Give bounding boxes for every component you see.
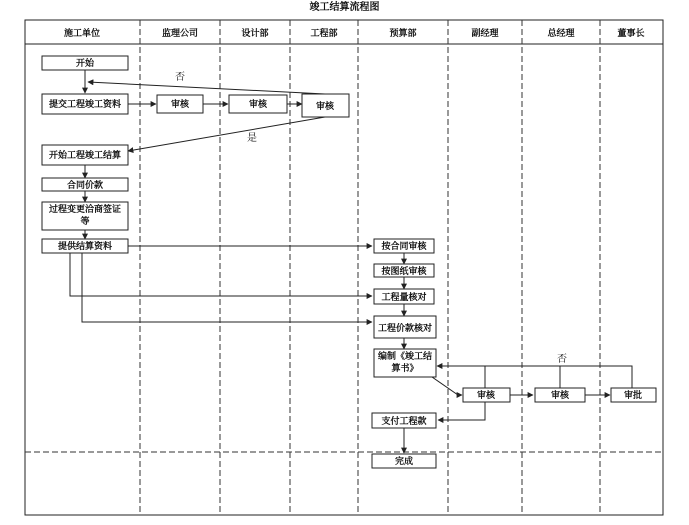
label-done: 完成 bbox=[394, 457, 414, 467]
label-pay: 支付工程款 bbox=[381, 417, 427, 427]
label-provide-data: 提供结算资料 bbox=[57, 242, 113, 252]
lane-header-budget: 预算部 bbox=[389, 29, 417, 39]
lane-header-design: 设计部 bbox=[241, 29, 269, 39]
label-compile-book: 编制《竣工结算书》 bbox=[377, 352, 432, 374]
node-labels bbox=[42, 57, 642, 467]
label-quantity-check: 工程量核对 bbox=[381, 293, 427, 303]
label-by-contract: 按合同审核 bbox=[381, 242, 427, 252]
lane-header-engineering: 工程部 bbox=[310, 29, 338, 39]
label-review-supervision: 审核 bbox=[170, 100, 190, 110]
label-review-design: 审核 bbox=[248, 100, 268, 110]
lane-header-construction: 施工单位 bbox=[63, 29, 101, 39]
label-price-check: 工程价款核对 bbox=[377, 324, 433, 334]
label-change-visa: 过程变更洽商签证等 bbox=[48, 205, 121, 227]
label-start: 开始 bbox=[75, 59, 95, 69]
lane-header-gm: 总经理 bbox=[547, 29, 575, 39]
edge-label-pass: 是 bbox=[247, 133, 257, 144]
lane-dividers bbox=[140, 20, 600, 515]
label-review-gm: 审核 bbox=[550, 391, 570, 401]
lane-header-deputy: 副经理 bbox=[471, 29, 499, 39]
label-review-engineering: 审核 bbox=[315, 102, 335, 112]
lane-header-supervision: 监理公司 bbox=[161, 29, 199, 39]
label-submit: 提交工程竣工资料 bbox=[48, 100, 122, 110]
edge-compile-deputy bbox=[432, 377, 462, 395]
label-by-drawing: 按图纸审核 bbox=[381, 267, 427, 277]
edge-reject-top bbox=[88, 82, 325, 94]
nodes bbox=[42, 56, 656, 468]
diagram-title: 竣工结算流程图 bbox=[309, 2, 380, 13]
edge-provide-quantity bbox=[70, 253, 372, 296]
edge-label-reject-top: 否 bbox=[175, 72, 185, 83]
label-contract-price: 合同价款 bbox=[66, 181, 104, 191]
label-approve: 审批 bbox=[623, 391, 643, 401]
edge-reject-bottom-main bbox=[437, 366, 632, 388]
edge-provide-price bbox=[82, 253, 372, 322]
lane-header-chairman: 董事长 bbox=[617, 29, 645, 39]
edge-approve-pay bbox=[438, 402, 485, 420]
edge-pass bbox=[128, 117, 325, 151]
label-start-settle: 开始工程竣工结算 bbox=[48, 151, 122, 161]
lane-headers bbox=[64, 27, 645, 39]
edge-label-reject-bottom: 否 bbox=[557, 354, 567, 365]
label-review-deputy: 审核 bbox=[476, 391, 496, 401]
